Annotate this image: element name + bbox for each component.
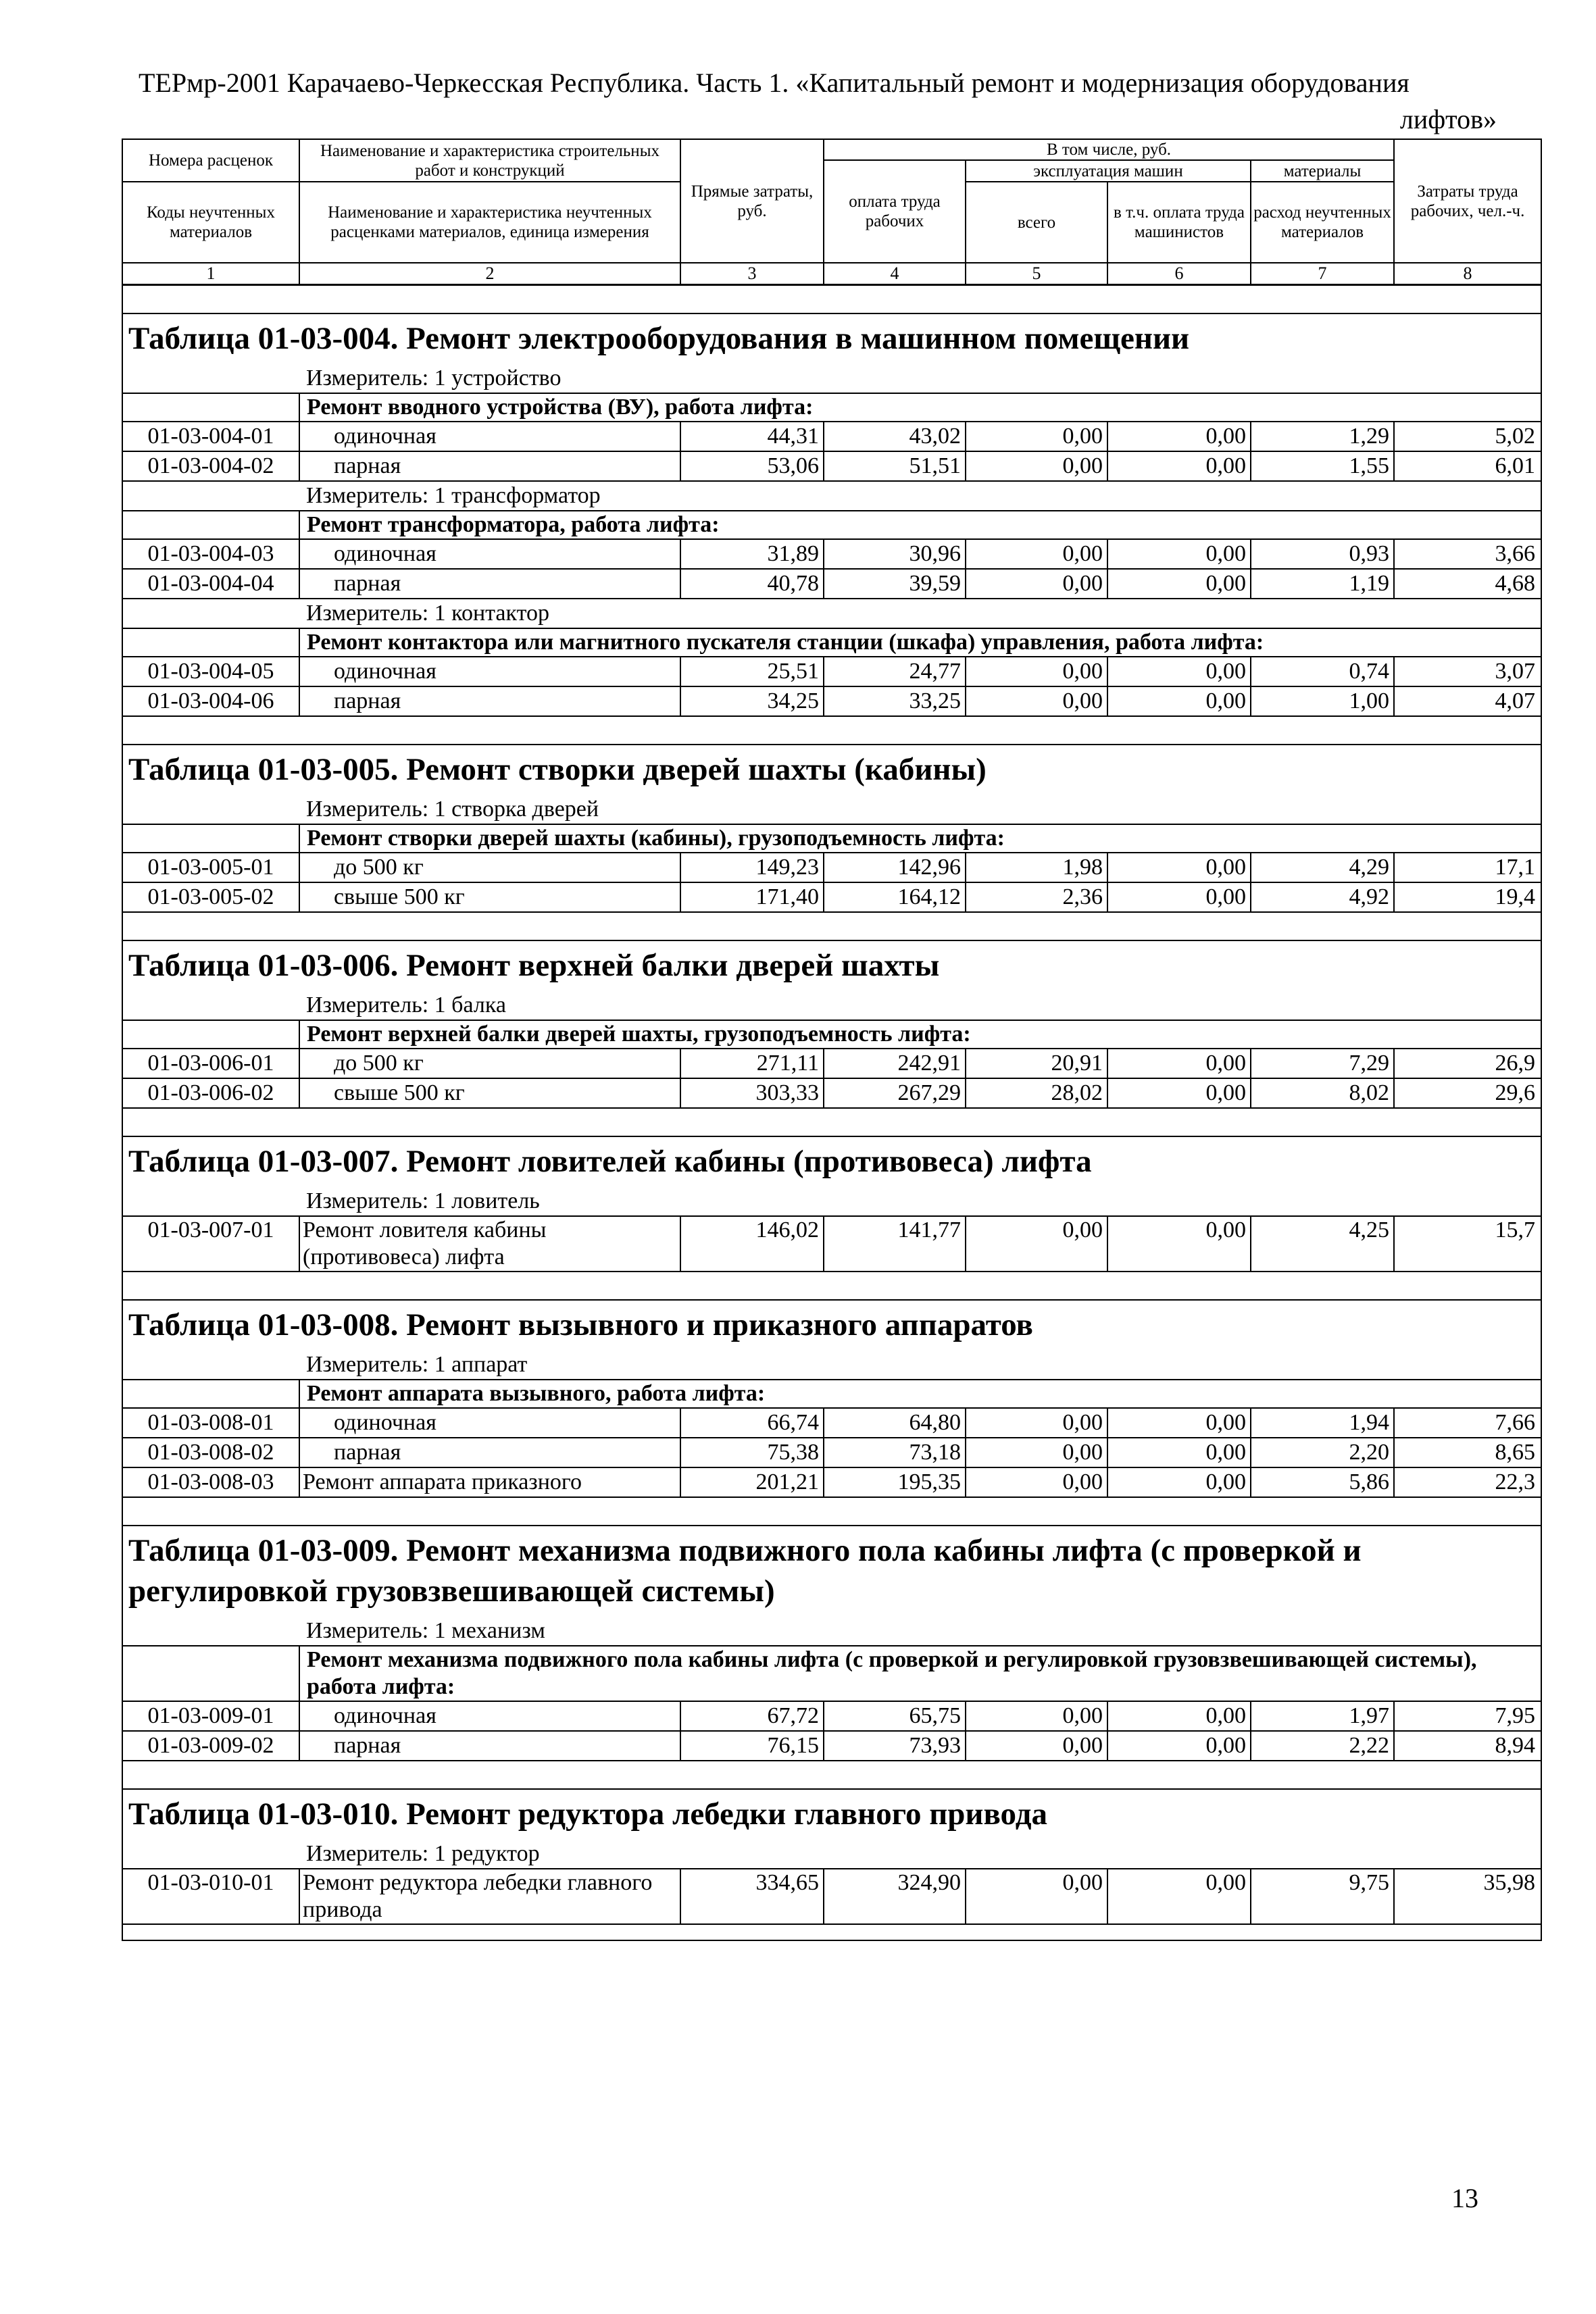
- group-heading: Ремонт трансформатора, работа лифта:: [299, 511, 1541, 539]
- work-name: парная: [299, 1731, 680, 1761]
- machines-total-value: 0,00: [966, 657, 1107, 686]
- direct-costs-value: 303,33: [680, 1078, 824, 1108]
- direct-costs-value: 201,21: [680, 1467, 824, 1497]
- work-name: парная: [299, 451, 680, 481]
- machines-total-value: 0,00: [966, 1731, 1107, 1761]
- labor-hours-value: 15,7: [1394, 1216, 1541, 1272]
- measure-unit: Измеритель: 1 створка дверей: [299, 795, 1394, 824]
- table-row: [122, 1467, 1541, 1497]
- measure-gap: [1394, 1187, 1541, 1216]
- machines-total-value: 0,00: [966, 1438, 1107, 1467]
- rate-code: 01-03-009-01: [122, 1701, 299, 1731]
- materials-value: 4,29: [1251, 853, 1394, 882]
- measure-unit: Измеритель: 1 контактор: [299, 599, 1394, 628]
- rate-code: 01-03-009-02: [122, 1731, 299, 1761]
- group-row: [122, 1020, 1541, 1049]
- worker-wages-value: 142,96: [824, 853, 966, 882]
- rate-code: 01-03-004-04: [122, 569, 299, 599]
- group-heading: Ремонт створки дверей шахты (кабины), грузоподъемность лифта:: [299, 824, 1541, 853]
- table-spacer: [122, 285, 1541, 314]
- machines-total-value: 0,00: [966, 569, 1107, 599]
- page-number: 13: [1451, 2183, 1478, 2213]
- table-row: [122, 882, 1541, 912]
- table-row: [122, 451, 1541, 481]
- work-name: парная: [299, 1438, 680, 1467]
- column-numbers-row: [122, 263, 1541, 285]
- measure-gap: [122, 1617, 299, 1646]
- materials-value: 1,19: [1251, 569, 1394, 599]
- column-number: 8: [1394, 263, 1541, 285]
- machinist-wages-value: 0,00: [1107, 539, 1251, 569]
- work-name: до 500 кг: [299, 1049, 680, 1078]
- machines-total-value: 0,00: [966, 1467, 1107, 1497]
- table-row: [122, 1078, 1541, 1108]
- machines-total-value: 20,91: [966, 1049, 1107, 1078]
- group-heading: Ремонт аппарата вызывного, работа лифта:: [299, 1380, 1541, 1408]
- measure-gap: [1394, 795, 1541, 824]
- rate-code: 01-03-007-01: [122, 1216, 299, 1272]
- measure-gap: [122, 481, 299, 511]
- measure-gap: [122, 599, 299, 628]
- table-row: [122, 1701, 1541, 1731]
- labor-hours-value: 22,3: [1394, 1467, 1541, 1497]
- worker-wages-value: 242,91: [824, 1049, 966, 1078]
- worker-wages-value: 43,02: [824, 422, 966, 451]
- table-title: Таблица 01-03-004. Ремонт электрооборудования в машинном помещении: [122, 313, 1541, 364]
- materials-value: 7,29: [1251, 1049, 1394, 1078]
- column-number: 2: [299, 263, 680, 285]
- rate-code: 01-03-010-01: [122, 1869, 299, 1924]
- spacer-cell: [122, 1272, 1541, 1300]
- measure-gap: [1394, 1840, 1541, 1869]
- machines-total-value: 2,36: [966, 882, 1107, 912]
- machinist-wages-value: 0,00: [1107, 1049, 1251, 1078]
- group-gap: [122, 511, 299, 539]
- machinist-wages-value: 0,00: [1107, 1869, 1251, 1924]
- machinist-wages-value: 0,00: [1107, 853, 1251, 882]
- measure-gap: [122, 364, 299, 393]
- worker-wages-value: 141,77: [824, 1216, 966, 1272]
- col-header-including: В том числе, руб.: [824, 139, 1394, 160]
- labor-hours-value: 29,6: [1394, 1078, 1541, 1108]
- measure-gap: [122, 795, 299, 824]
- col-header-machines: эксплуатация машин: [966, 160, 1251, 182]
- group-row: [122, 824, 1541, 853]
- col-header-works: Наименование и характеристика строительных работ и конструкций: [299, 139, 680, 182]
- price-table: [122, 139, 1542, 1941]
- worker-wages-value: 65,75: [824, 1701, 966, 1731]
- work-name: Ремонт аппарата приказного: [299, 1467, 680, 1497]
- measure-gap: [1394, 481, 1541, 511]
- table-title: Таблица 01-03-010. Ремонт редуктора лебедки главного привода: [122, 1789, 1541, 1840]
- spacer-cell: [122, 285, 1541, 314]
- materials-value: 1,94: [1251, 1408, 1394, 1438]
- work-name: свыше 500 кг: [299, 1078, 680, 1108]
- column-number: 7: [1251, 263, 1394, 285]
- labor-hours-value: 8,65: [1394, 1438, 1541, 1467]
- measure-gap: [1394, 599, 1541, 628]
- work-name: одиночная: [299, 1408, 680, 1438]
- measure-row: [122, 991, 1541, 1020]
- group-heading: Ремонт контактора или магнитного пускателя станции (шкафа) управления, работа лифта:: [299, 628, 1541, 657]
- worker-wages-value: 324,90: [824, 1869, 966, 1924]
- labor-hours-value: 19,4: [1394, 882, 1541, 912]
- spacer-cell: [122, 1108, 1541, 1136]
- materials-value: 1,00: [1251, 686, 1394, 716]
- worker-wages-value: 73,93: [824, 1731, 966, 1761]
- worker-wages-value: 30,96: [824, 539, 966, 569]
- materials-value: 0,93: [1251, 539, 1394, 569]
- measure-unit: Измеритель: 1 трансформатор: [299, 481, 1394, 511]
- direct-costs-value: 34,25: [680, 686, 824, 716]
- measure-unit: Измеритель: 1 аппарат: [299, 1351, 1394, 1380]
- materials-value: 2,20: [1251, 1438, 1394, 1467]
- table-row: [122, 1438, 1541, 1467]
- direct-costs-value: 334,65: [680, 1869, 824, 1924]
- table-title-row: [122, 313, 1541, 364]
- worker-wages-value: 39,59: [824, 569, 966, 599]
- machines-total-value: 0,00: [966, 451, 1107, 481]
- materials-value: 1,97: [1251, 1701, 1394, 1731]
- machinist-wages-value: 0,00: [1107, 686, 1251, 716]
- table-title-row: [122, 1136, 1541, 1187]
- column-number: 6: [1107, 263, 1251, 285]
- machines-total-value: 1,98: [966, 853, 1107, 882]
- table-title: Таблица 01-03-007. Ремонт ловителей кабины (противовеса) лифта: [122, 1136, 1541, 1187]
- rate-code: 01-03-006-01: [122, 1049, 299, 1078]
- closing-cell: [122, 1924, 1541, 1940]
- direct-costs-value: 75,38: [680, 1438, 824, 1467]
- measure-gap: [122, 991, 299, 1020]
- table-title: Таблица 01-03-009. Ремонт механизма подвижного пола кабины лифта (с проверкой и регулировкой грузовзвешивающей системы): [122, 1526, 1541, 1617]
- machinist-wages-value: 0,00: [1107, 1216, 1251, 1272]
- machinist-wages-value: 0,00: [1107, 1701, 1251, 1731]
- measure-row: [122, 1617, 1541, 1646]
- work-name: одиночная: [299, 1701, 680, 1731]
- table-spacer: [122, 912, 1541, 940]
- group-row: [122, 393, 1541, 422]
- group-gap: [122, 1380, 299, 1408]
- table-title-row: [122, 745, 1541, 795]
- work-name: парная: [299, 686, 680, 716]
- table-closing: [122, 1924, 1541, 1940]
- measure-unit: Измеритель: 1 редуктор: [299, 1840, 1394, 1869]
- measure-row: [122, 1840, 1541, 1869]
- machinist-wages-value: 0,00: [1107, 422, 1251, 451]
- work-name: парная: [299, 569, 680, 599]
- group-heading: Ремонт механизма подвижного пола кабины лифта (с проверкой и регулировкой грузовзвешивающей системы), работа лифта:: [299, 1646, 1541, 1701]
- group-gap: [122, 1020, 299, 1049]
- measure-unit: Измеритель: 1 балка: [299, 991, 1394, 1020]
- table-title: Таблица 01-03-005. Ремонт створки дверей шахты (кабины): [122, 745, 1541, 795]
- direct-costs-value: 40,78: [680, 569, 824, 599]
- col-header-material-names: Наименование и характеристика неучтенных расценками материалов, единица измерения: [299, 182, 680, 263]
- labor-hours-value: 7,66: [1394, 1408, 1541, 1438]
- table-spacer: [122, 1108, 1541, 1136]
- worker-wages-value: 33,25: [824, 686, 966, 716]
- rate-code: 01-03-006-02: [122, 1078, 299, 1108]
- rate-code: 01-03-004-02: [122, 451, 299, 481]
- col-header-wages: оплата труда рабочих: [824, 160, 966, 263]
- column-number: 5: [966, 263, 1107, 285]
- page-header: [139, 65, 1497, 138]
- labor-hours-value: 5,02: [1394, 422, 1541, 451]
- worker-wages-value: 267,29: [824, 1078, 966, 1108]
- machines-total-value: 0,00: [966, 1869, 1107, 1924]
- direct-costs-value: 67,72: [680, 1701, 824, 1731]
- table-spacer: [122, 1761, 1541, 1789]
- direct-costs-value: 44,31: [680, 422, 824, 451]
- machinist-wages-value: 0,00: [1107, 657, 1251, 686]
- direct-costs-value: 171,40: [680, 882, 824, 912]
- table-row: [122, 569, 1541, 599]
- labor-hours-value: 6,01: [1394, 451, 1541, 481]
- machinist-wages-value: 0,00: [1107, 1438, 1251, 1467]
- labor-hours-value: 3,07: [1394, 657, 1541, 686]
- table-row: [122, 1408, 1541, 1438]
- table-title-row: [122, 1526, 1541, 1617]
- materials-value: 1,29: [1251, 422, 1394, 451]
- machines-total-value: 0,00: [966, 1216, 1107, 1272]
- group-gap: [122, 628, 299, 657]
- group-gap: [122, 824, 299, 853]
- col-header-direct-costs: Прямые затраты, руб.: [680, 139, 824, 263]
- materials-value: 1,55: [1251, 451, 1394, 481]
- table-row: [122, 539, 1541, 569]
- machines-total-value: 0,00: [966, 539, 1107, 569]
- spacer-cell: [122, 716, 1541, 745]
- rate-code: 01-03-008-02: [122, 1438, 299, 1467]
- machinist-wages-value: 0,00: [1107, 1731, 1251, 1761]
- measure-row: [122, 481, 1541, 511]
- labor-hours-value: 26,9: [1394, 1049, 1541, 1078]
- labor-hours-value: 35,98: [1394, 1869, 1541, 1924]
- table-title-row: [122, 940, 1541, 991]
- spacer-cell: [122, 1497, 1541, 1526]
- table-title: Таблица 01-03-008. Ремонт вызывного и приказного аппаратов: [122, 1300, 1541, 1351]
- table-row: [122, 853, 1541, 882]
- machines-total-value: 0,00: [966, 1701, 1107, 1731]
- measure-unit: Измеритель: 1 ловитель: [299, 1187, 1394, 1216]
- labor-hours-value: 7,95: [1394, 1701, 1541, 1731]
- measure-gap: [122, 1187, 299, 1216]
- table-row: [122, 422, 1541, 451]
- direct-costs-value: 31,89: [680, 539, 824, 569]
- work-name: Ремонт ловителя кабины (противовеса) лифта: [299, 1216, 680, 1272]
- measure-row: [122, 1187, 1541, 1216]
- measure-gap: [122, 1840, 299, 1869]
- work-name: одиночная: [299, 657, 680, 686]
- table-title-row: [122, 1789, 1541, 1840]
- machinist-wages-value: 0,00: [1107, 451, 1251, 481]
- col-header-machinist-wages: в т.ч. оплата труда машинистов: [1107, 182, 1251, 263]
- col-header-material-usage: расход неучтенных материалов: [1251, 182, 1394, 263]
- table-spacer: [122, 1272, 1541, 1300]
- measure-row: [122, 364, 1541, 393]
- worker-wages-value: 195,35: [824, 1467, 966, 1497]
- measure-unit: Измеритель: 1 механизм: [299, 1617, 1394, 1646]
- machines-total-value: 0,00: [966, 686, 1107, 716]
- col-header-rates: Номера расценок: [122, 139, 299, 182]
- rate-code: 01-03-004-03: [122, 539, 299, 569]
- measure-row: [122, 1351, 1541, 1380]
- measure-gap: [1394, 364, 1541, 393]
- materials-value: 2,22: [1251, 1731, 1394, 1761]
- worker-wages-value: 164,12: [824, 882, 966, 912]
- labor-hours-value: 4,07: [1394, 686, 1541, 716]
- header-line-1: ТЕРмр-2001 Карачаево-Черкесская Республика. Часть 1. «Капитальный ремонт и модернизация оборудования: [139, 68, 1410, 98]
- machines-total-value: 28,02: [966, 1078, 1107, 1108]
- rate-code: 01-03-005-02: [122, 882, 299, 912]
- table-row: [122, 686, 1541, 716]
- rate-code: 01-03-004-05: [122, 657, 299, 686]
- labor-hours-value: 17,1: [1394, 853, 1541, 882]
- machinist-wages-value: 0,00: [1107, 1467, 1251, 1497]
- rate-code: 01-03-005-01: [122, 853, 299, 882]
- direct-costs-value: 66,74: [680, 1408, 824, 1438]
- labor-hours-value: 4,68: [1394, 569, 1541, 599]
- direct-costs-value: 25,51: [680, 657, 824, 686]
- table-spacer: [122, 716, 1541, 745]
- group-gap: [122, 1646, 299, 1701]
- column-number: 4: [824, 263, 966, 285]
- materials-value: 4,25: [1251, 1216, 1394, 1272]
- col-header-material-codes: Коды неучтенных материалов: [122, 182, 299, 263]
- spacer-cell: [122, 1761, 1541, 1789]
- col-header-materials: материалы: [1251, 160, 1394, 182]
- table-row: [122, 1731, 1541, 1761]
- materials-value: 8,02: [1251, 1078, 1394, 1108]
- work-name: до 500 кг: [299, 853, 680, 882]
- rate-code: 01-03-004-06: [122, 686, 299, 716]
- group-row: [122, 628, 1541, 657]
- measure-gap: [1394, 991, 1541, 1020]
- machines-total-value: 0,00: [966, 422, 1107, 451]
- direct-costs-value: 149,23: [680, 853, 824, 882]
- table-title-row: [122, 1300, 1541, 1351]
- materials-value: 5,86: [1251, 1467, 1394, 1497]
- worker-wages-value: 64,80: [824, 1408, 966, 1438]
- group-row: [122, 511, 1541, 539]
- table-row: [122, 657, 1541, 686]
- measure-gap: [122, 1351, 299, 1380]
- column-number: 1: [122, 263, 299, 285]
- direct-costs-value: 146,02: [680, 1216, 824, 1272]
- measure-unit: Измеритель: 1 устройство: [299, 364, 1394, 393]
- worker-wages-value: 73,18: [824, 1438, 966, 1467]
- group-row: [122, 1380, 1541, 1408]
- rate-code: 01-03-008-01: [122, 1408, 299, 1438]
- worker-wages-value: 51,51: [824, 451, 966, 481]
- direct-costs-value: 76,15: [680, 1731, 824, 1761]
- measure-gap: [1394, 1351, 1541, 1380]
- group-row: [122, 1646, 1541, 1701]
- measure-row: [122, 599, 1541, 628]
- materials-value: 0,74: [1251, 657, 1394, 686]
- direct-costs-value: 53,06: [680, 451, 824, 481]
- work-name: свыше 500 кг: [299, 882, 680, 912]
- group-gap: [122, 393, 299, 422]
- machinist-wages-value: 0,00: [1107, 569, 1251, 599]
- work-name: одиночная: [299, 422, 680, 451]
- work-name: одиночная: [299, 539, 680, 569]
- column-number: 3: [680, 263, 824, 285]
- measure-row: [122, 795, 1541, 824]
- machinist-wages-value: 0,00: [1107, 882, 1251, 912]
- worker-wages-value: 24,77: [824, 657, 966, 686]
- table-title: Таблица 01-03-006. Ремонт верхней балки дверей шахты: [122, 940, 1541, 991]
- machinist-wages-value: 0,00: [1107, 1078, 1251, 1108]
- machines-total-value: 0,00: [966, 1408, 1107, 1438]
- machinist-wages-value: 0,00: [1107, 1408, 1251, 1438]
- table-row: [122, 1049, 1541, 1078]
- table-spacer: [122, 1497, 1541, 1526]
- measure-gap: [1394, 1617, 1541, 1646]
- direct-costs-value: 271,11: [680, 1049, 824, 1078]
- group-heading: Ремонт вводного устройства (ВУ), работа лифта:: [299, 393, 1541, 422]
- materials-value: 9,75: [1251, 1869, 1394, 1924]
- rate-code: 01-03-008-03: [122, 1467, 299, 1497]
- price-table-body: [122, 139, 1541, 1940]
- rate-code: 01-03-004-01: [122, 422, 299, 451]
- labor-hours-value: 8,94: [1394, 1731, 1541, 1761]
- spacer-cell: [122, 912, 1541, 940]
- table-row: [122, 1869, 1541, 1924]
- labor-hours-value: 3,66: [1394, 539, 1541, 569]
- group-heading: Ремонт верхней балки дверей шахты, грузоподъемность лифта:: [299, 1020, 1541, 1049]
- header-line-2: лифтов»: [1399, 104, 1497, 134]
- col-header-machines-total: всего: [966, 182, 1107, 263]
- table-row: [122, 1216, 1541, 1272]
- col-header-labor-hours: Затраты труда рабочих, чел.-ч.: [1394, 139, 1541, 263]
- materials-value: 4,92: [1251, 882, 1394, 912]
- work-name: Ремонт редуктора лебедки главного привода: [299, 1869, 680, 1924]
